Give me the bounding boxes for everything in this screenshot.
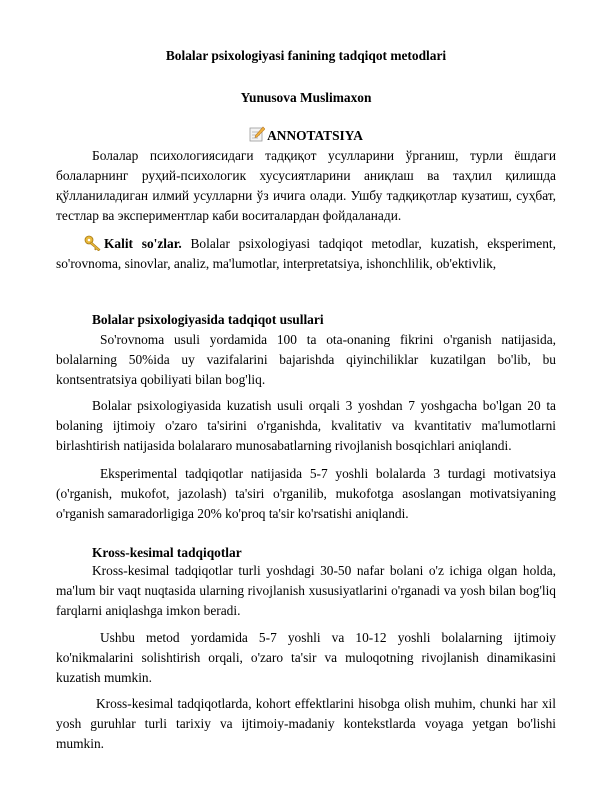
section-heading-research-methods: Bolalar psixologiyasida tadqiqot usullari [92,312,324,327]
annotation-heading-text: ANNOTATSIYA [267,128,363,143]
key-icon [84,235,102,251]
keywords-text: Bolalar psixologiyasi tadqiqot metodlar, kuzatish, eksperiment, so'rovnoma, sinovlar, analiz, ma'lumotlar, interpretatsiya, ishonchlilik, ob'ektivlik, [56,236,556,271]
paragraph-observation: Bolalar psixologiyasida kuzatish usuli orqali 3 yoshdan 7 yoshgacha bo'lgan 20 ta bolaning ijtimoiy o'zaro ta'sirini o'rganishda, kvalitativ va kvantitativ ma'lumotlarni birlashtirish natijasida bolalararo munosabatlarning rivojlanish bosqichlari aniqlandi. [56,398,556,453]
keywords-label: Kalit so'zlar. [104,236,182,251]
document-title: Bolalar psixologiyasi fanining tadqiqot metodlari [165,48,447,63]
paragraph-questionnaire: So'rovnoma usuli yordamida 100 ta ota-onaning fikrini o'rganish natijasida, bolalarning 50%ida uy vazifalarini bajarishda qiyinchiliklar kuzatilgan bo'lib, bu kontsentratsiya qobiliyati bilan bog'liq. [56,332,556,387]
paragraph-cohort-effects: Kross-kesimal tadqiqotlarda, kohort effektlarini hisobga olish muhim, chunki har xil yosh guruhlar turli tarixiy va ijtimoiy-madaniy kontekstlarda voyaga yetgan bo'lishi mumkin. [56,696,556,751]
paragraph-cross-sectional: Kross-kesimal tadqiqotlar turli yoshdagi 30-50 nafar bolani o'z ichiga olgan holda, ma'lum bir vaqt nuqtasida ularning rivojlanish xususiyatlarini o'rganadi va yosh bilan bog'liq farqlarni aniqlashga imkon beradi. [56,563,556,618]
section-heading-cross-sectional: Kross-kesimal tadqiqotlar [92,545,242,560]
author-name: Yunusova Muslimaxon [240,90,372,105]
annotation-heading [0,126,612,146]
paragraph-method-comparison: Ushbu metod yordamida 5-7 yoshli va 10-12 yoshli bolalarning ijtimoiy ko'nikmalarini solishtirish orqali, o'zaro ta'sir va muloqotning rivojlanish dinamikasini kuzatish mumkin. [56,630,556,685]
paragraph-experimental: Eksperimental tadqiqotlar natijasida 5-7 yoshli bolalarda 3 turdagi motivatsiya (o'rganish, mukofot, jazolash) ta'siri o'rganilib, mukofotga asoslangan motivatsiyaning o'rganish samaradorligiga 20% ko'proq ta'sir ko'rsatishi aniqlandi. [56,466,556,521]
annotation-text: Болалар психологиясидаги тадқиқот усулларини ўрганиш, турли ёшдаги болаларнинг руҳий-психологик хусусиятларини аниқлаш ва таҳлил қилишда қўлланиладиган илмий усулларни ўз ичига олади. Ушбу тадқиқотлар кузатиш, суҳбат, тестлар ва экспериментлар каби воситалардан фойдаланади. [56,148,556,223]
memo-icon [249,126,265,142]
keywords-paragraph [56,234,556,274]
